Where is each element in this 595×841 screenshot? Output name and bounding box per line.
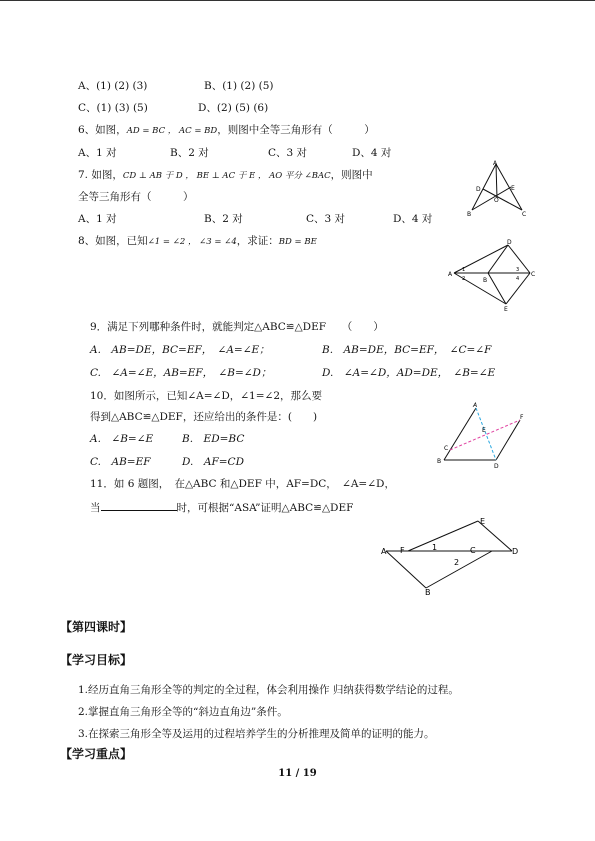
q6-option-d: D、4 对 [352,147,392,159]
q11-stem-line2 [90,499,353,515]
q7-option-d: D、4 对 [393,213,433,225]
q10-figure [436,400,530,468]
q9-option-b: B. AB=DE，BC=EF， ∠C=∠F [322,344,492,356]
q7-label-a: A [493,160,498,167]
q11-label-e: E [480,517,486,526]
q10-stem-line1: 10．如图所示，已知∠A=∠D，∠1=∠2，那么要 [90,390,323,402]
q8-goal: BD = BE [278,237,317,247]
q8-figure [448,238,540,312]
q7-label-c: C [522,211,527,218]
q8-condition: ∠1 = ∠2 ， ∠3 = ∠4 [147,237,237,247]
q11-pre: 当 [90,502,101,514]
q8-label-e: E [504,306,508,313]
lesson-heading: 【第四课时】 [60,620,133,634]
q5-option-a: A、(1) (2) (3) [78,80,148,92]
q10-label-f: F [520,414,524,421]
q8-angle-2: 2 [462,276,466,282]
q8-angle-3: 3 [516,267,520,273]
q11-angle-2: 2 [454,558,460,567]
q5-option-b: B、(1) (2) (5) [204,80,274,92]
top-border [0,0,595,1]
q8-angle-4: 4 [516,276,520,282]
q7-option-a: A、1 对 [78,213,117,225]
q8-stem-pre: 8、如图，已知 [78,235,148,247]
q9-option-d: D. ∠A=∠D，AD=DE， ∠B=∠E [322,367,496,379]
q7-figure [466,158,532,218]
q7-stem-pre: 7. 如图， [78,169,123,181]
q10-option-a: A. ∠B=∠E [90,433,154,445]
q8-label-c: C [531,271,536,278]
q8-stem-mid: ，求证： [236,235,279,247]
q6-tail: ，则图中全等三角形有（ ） [217,124,375,136]
q10-label-c-left: C [444,445,449,452]
q11-answer-blank[interactable] [101,499,177,511]
page-number: 11 / 19 [278,768,317,779]
q6-stem-text: 6、如图， [78,124,127,136]
q7-label-d: D [476,186,481,193]
q11-angle-1: 1 [432,543,438,552]
q11-label-b: B [425,588,431,597]
q11-label-c: C [470,546,476,555]
q5-option-d: D、(2) (5) (6) [198,102,269,114]
q7-stem-line2: 全等三角形有（ ） [78,191,194,203]
q11-stem-line1: 11．如 6 题图， 在△ABC 和△DEF 中，AF=DC， ∠A=∠D， [90,478,395,490]
q7-label-e: E [511,185,515,192]
q11-label-a: A [381,547,387,556]
q11-label-f: F [400,546,405,555]
focus-heading: 【学习重点】 [60,747,133,761]
q8-angle-1: 1 [462,267,466,273]
q10-label-e: E [482,427,486,434]
q7-label-o: O [494,197,499,204]
q8-label-d: D [507,239,512,246]
q7-option-b: B、2 对 [204,213,243,225]
q8-label-a: A [448,271,453,278]
q6-option-c: C、3 对 [268,147,308,159]
q11-post: 时，可根据“ASA”证明△ABC≌△DEF [176,502,354,514]
goal-item-3: 3.在探索三角形全等及运用的过程培养学生的分析推理及简单的证明的能力。 [78,728,435,740]
q9-option-c: C. ∠A=∠E，AB=EF， ∠B=∠D； [90,367,272,379]
q10-label-d: D [494,463,499,470]
q10-option-c: C. AB=EF [90,456,151,468]
q8-label-b: B [483,277,488,284]
q11-label-d: D [512,547,519,556]
goal-item-1: 1.经历直角三角形全等的判定的全过程，体会利用操作 归纳获得数学结论的过程。 [78,684,459,696]
q5-option-c: C、(1) (3) (5) [78,102,148,114]
q9-option-a: A. AB=DE，BC=EF， ∠A=∠E； [90,344,270,356]
q7-stem-tail: ，则图中 [330,169,373,181]
goal-item-2: 2.掌握直角三角形全等的“斜边直角边”条件。 [78,706,288,718]
q6-option-b: B、2 对 [170,147,209,159]
q8-stem [78,234,317,249]
q7-condition: CD ⊥ AB 于 D ， BE ⊥ AC 于 E ， AO 平分 ∠BAC [122,171,331,181]
q7-label-b: B [467,211,472,218]
q10-option-b: B. ED=BC [182,433,245,445]
goals-heading: 【学习目标】 [60,653,133,667]
q7-option-c: C、3 对 [306,213,346,225]
q10-label-a: A [473,402,478,409]
q10-label-b: B [437,458,442,465]
q6-option-a: A、1 对 [78,147,117,159]
q9-stem: 9．满足下列哪种条件时，就能判定△ABC≌△DEF （ ） [90,321,384,333]
q10-stem-line2: 得到△ABC≌△DEF，还应给出的条件是：( ) [90,411,318,423]
q6-condition: AD = BC ， AC = BD [126,126,218,136]
q6-stem [78,123,375,138]
q7-stem-line1 [78,168,373,183]
q11-figure [380,514,522,596]
q10-option-d: D. AF=CD [182,456,245,468]
